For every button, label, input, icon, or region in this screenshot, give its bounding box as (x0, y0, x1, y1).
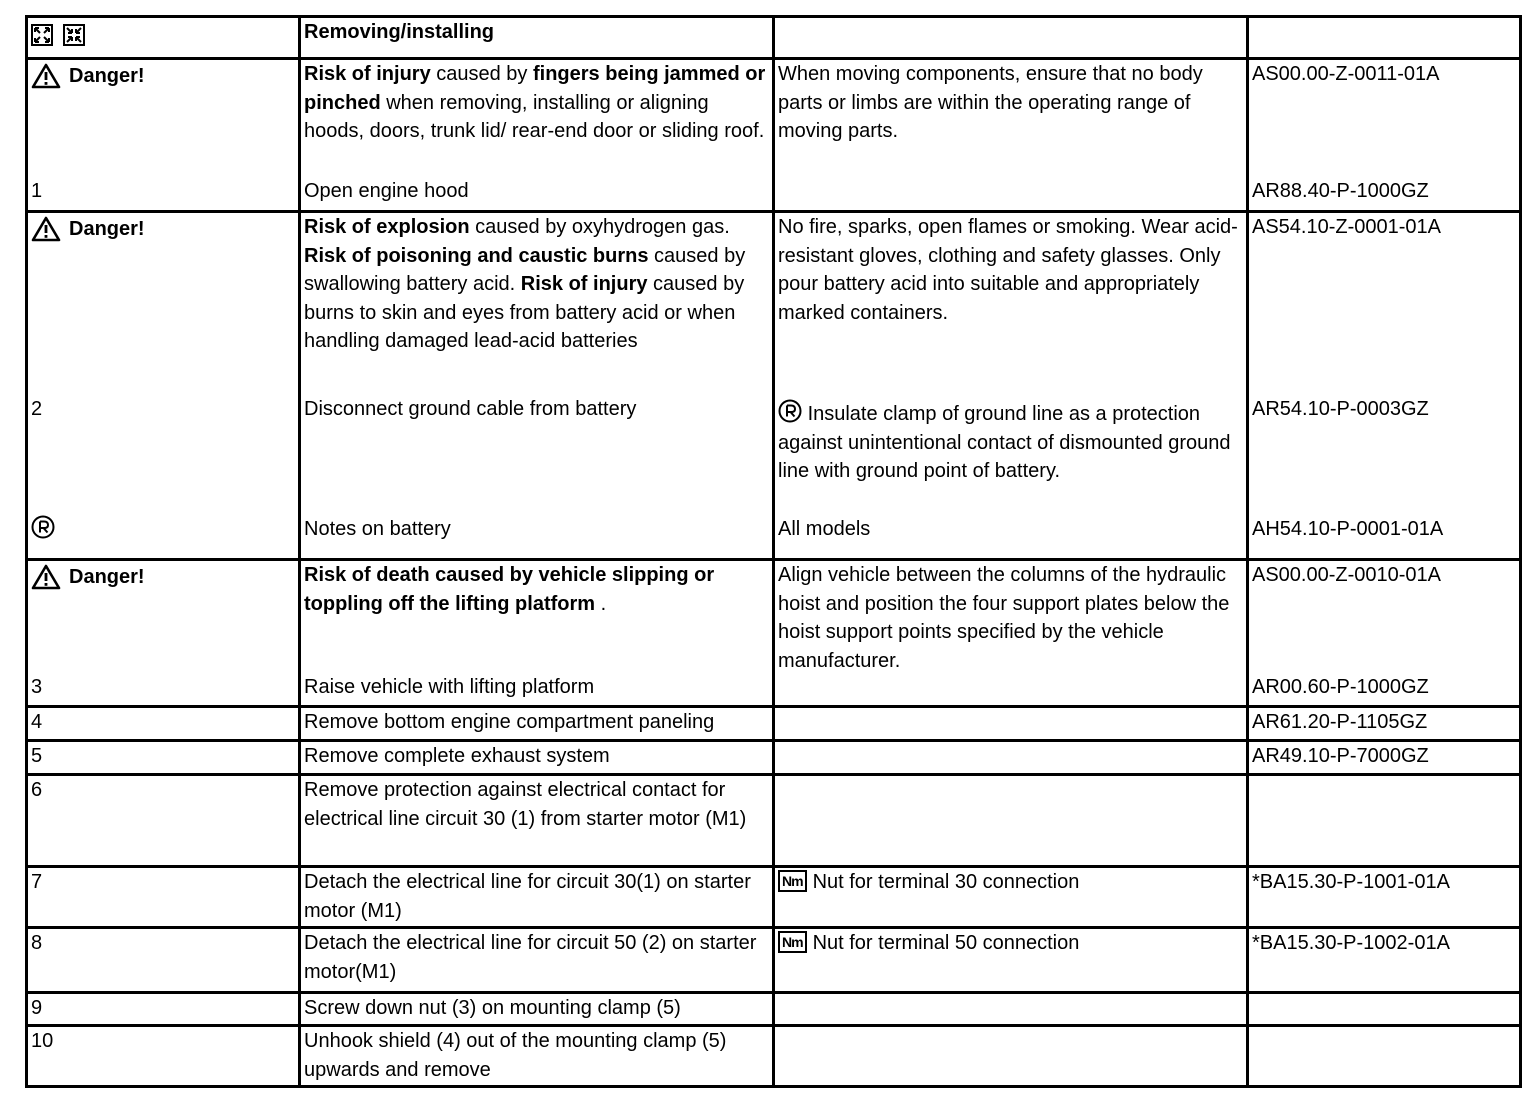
warning-segment: caused by oxyhydrogen gas. (469, 216, 730, 238)
collapse-icon[interactable] (63, 24, 85, 46)
warning-icon (31, 216, 61, 242)
torque-icon: Nm (778, 931, 807, 953)
step-number: 1 (31, 180, 43, 202)
step-text: Unhook shield (4) out of the mounting clamp (5) upwards and remove (300, 1026, 774, 1087)
remedy-text: Align vehicle between the columns of the hydraulic hoist and position the four support plates below the hoist support points specified by the vehicle manufacturer. (774, 560, 1248, 707)
warning-emphasis: Risk of injury (520, 273, 648, 295)
warning-text: Risk of death caused by vehicle slipping or toppling off the lifting platform . (304, 564, 715, 615)
step-number: 4 (27, 707, 300, 741)
warning-segment: caused by (430, 63, 533, 85)
step-ref[interactable]: AR49.10-P-7000GZ (1248, 741, 1521, 775)
step-text: Detach the electrical line for circuit 50 (2) on starter motor(M1) (300, 928, 774, 993)
step-text: Remove complete exhaust system (300, 741, 774, 775)
step-row (27, 867, 1521, 928)
warning-emphasis: Risk of explosion (304, 216, 470, 238)
step-text: Remove protection against electrical contact for electrical line circuit 30 (1) from starter motor (M1) (300, 775, 774, 867)
step-ref[interactable]: AR00.60-P-1000GZ (1252, 676, 1429, 698)
step-row (27, 775, 1521, 867)
remedy-text: No fire, sparks, open flames or smoking. Wear acid-resistant gloves, clothing and safety glasses. Only pour battery acid into suitable and appropriately marked containers. (778, 216, 1238, 324)
step-text: Detach the electrical line for circuit 30(1) on starter motor (M1) (300, 867, 774, 928)
step-note: Insulate clamp of ground line as a protection against unintentional contact of dismounted ground line with ground point of battery. (778, 403, 1231, 482)
warning-block-2 (27, 212, 1521, 560)
step-ref[interactable]: *BA15.30-P-1001-01A (1248, 867, 1521, 928)
warning-block-3 (27, 560, 1521, 707)
warning-segment: caused by burns to skin and eyes from battery acid or when handling damaged lead-acid batteries (304, 273, 745, 352)
torque-note: Nut for terminal 30 connection (812, 871, 1080, 893)
warning-text (304, 60, 769, 177)
warning-icon (31, 564, 61, 590)
danger-label: Danger! (31, 561, 145, 592)
warning-emphasis: Risk of injury (304, 63, 431, 85)
warning-emphasis: fingers being jammed or pinched (304, 63, 766, 114)
warning-emphasis: Risk of poisoning and caustic burns (304, 244, 649, 267)
warning-icon (31, 63, 61, 89)
step-text: Raise vehicle with lifting platform (304, 676, 595, 698)
step-number: 9 (27, 993, 300, 1026)
procedure-table (25, 15, 1522, 1088)
step-number: 8 (27, 928, 300, 993)
step-row (27, 993, 1521, 1026)
notes-scope: All models (778, 518, 871, 540)
step-text: Open engine hood (304, 180, 469, 202)
step-number: 5 (27, 741, 300, 775)
notes-text: Notes on battery (304, 518, 451, 540)
expand-icon[interactable] (31, 24, 53, 46)
step-row (27, 707, 1521, 741)
warning-ref[interactable]: AS00.00-Z-0010-01A (1252, 564, 1442, 586)
step-row (27, 1026, 1521, 1087)
step-ref[interactable]: AR54.10-P-0003GZ (1252, 398, 1429, 420)
step-row (27, 741, 1521, 775)
step-number: 7 (27, 867, 300, 928)
step-ref[interactable]: AR61.20-P-1105GZ (1248, 707, 1521, 741)
note-icon (31, 515, 55, 539)
procedure-sheet (25, 15, 1509, 1088)
step-ref[interactable]: AR88.40-P-1000GZ (1252, 180, 1429, 202)
warning-ref[interactable]: AS00.00-Z-0011-01A (1252, 63, 1440, 85)
note-icon (778, 399, 802, 423)
step-text: Disconnect ground cable from battery (304, 398, 637, 420)
step-text: Screw down nut (3) on mounting clamp (5) (300, 993, 774, 1026)
torque-icon: Nm (778, 870, 807, 892)
step-number: 2 (31, 398, 43, 420)
warning-segment: when removing, installing or aligning hoods, doors, trunk lid/ rear-end door or sliding roof. (304, 91, 765, 142)
warning-segment: caused by swallowing battery acid. (304, 244, 746, 295)
warning-block-1 (27, 59, 1521, 212)
warning-text (304, 213, 769, 395)
notes-ref[interactable]: AH54.10-P-0001-01A (1252, 518, 1444, 540)
section-title: Removing/installing (300, 17, 774, 59)
step-number: 3 (31, 676, 43, 698)
step-ref[interactable]: *BA15.30-P-1002-01A (1248, 928, 1521, 993)
remedy-text: When moving components, ensure that no body parts or limbs are within the operating range of moving parts. (774, 59, 1248, 212)
danger-label: Danger! (31, 213, 145, 244)
warning-ref[interactable]: AS54.10-Z-0001-01A (1252, 216, 1442, 238)
header-row (27, 17, 1521, 59)
torque-note: Nut for terminal 50 connection (812, 932, 1080, 954)
step-text: Remove bottom engine compartment paneling (300, 707, 774, 741)
step-row (27, 928, 1521, 993)
danger-label: Danger! (31, 60, 145, 91)
step-number: 10 (27, 1026, 300, 1087)
step-number: 6 (27, 775, 300, 867)
